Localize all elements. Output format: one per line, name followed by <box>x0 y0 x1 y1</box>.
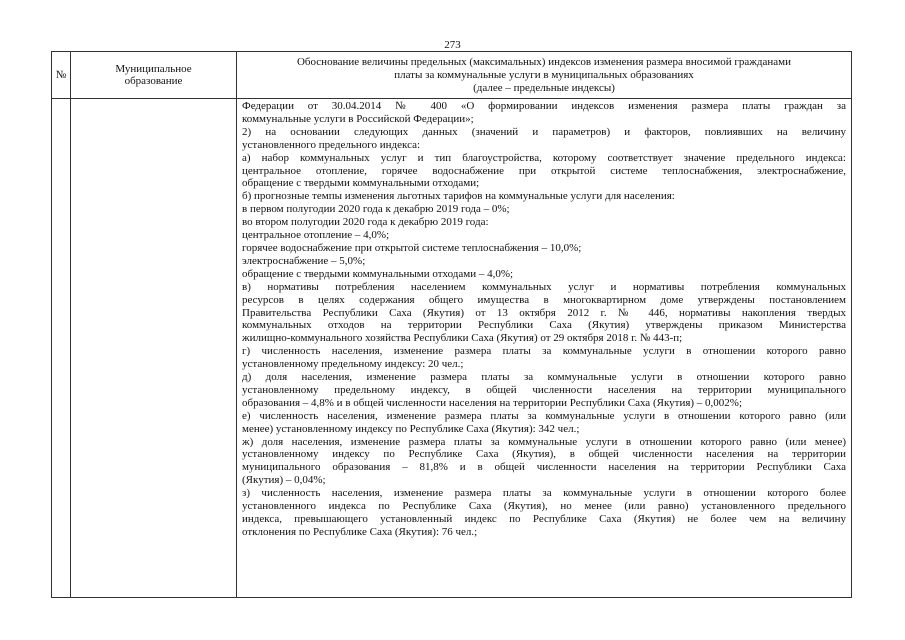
justification-text-line: установленному индексу по Республике Саха (Якутия), в общей численности населения на территории <box>242 448 846 461</box>
justification-text-line: установленному предельному индексу: 20 чел.; <box>242 358 464 371</box>
justification-text-line: коммунальных отходов на территории Республики Саха (Якутия) утверждены приказом Министерства <box>242 319 846 332</box>
justification-text-line: в) нормативы потребления населением коммунальных услуг и нормативы потребления коммунальных <box>242 280 846 293</box>
justification-text-line: электроснабжение – 5,0%; <box>242 254 366 267</box>
justification-table <box>51 51 852 598</box>
justification-text-line: з) численность населения, изменение размера платы за коммунальные услуги в отношении которого более <box>242 487 846 500</box>
justification-text-line: Федерации от 30.04.2014 № 400 «О формировании индексов изменения размера платы граждан за <box>242 100 846 112</box>
row-municipality-cell <box>71 99 237 598</box>
justification-text-line: во втором полугодии 2020 года к декабрю 2019 года: <box>242 216 489 229</box>
justification-text-line: б) прогнозные темпы изменения льготных тарифов на коммунальные услуги для населения: <box>242 190 675 203</box>
justification-text-line: е) численность населения, изменение размера платы за коммунальные услуги в отношении которого равно (или <box>242 409 846 422</box>
justification-text-line: жилищно-коммунального хозяйства Республики Саха (Якутия) от 29 октября 2018 г. № 443-п; <box>242 332 683 345</box>
justification-text-line: образования – 4,8% и в общей численности населения на территории Республики Саха (Якутия) – 0,002%; <box>242 396 743 409</box>
justification-text-line: муниципального образования – 81,8% и в общей численности населения на территории Республики Саха <box>242 461 846 474</box>
justification-text-line: в первом полугодии 2020 года к декабрю 2019 года – 0%; <box>242 203 510 216</box>
justification-text-line: обращение с твердыми коммунальными отходами; <box>242 177 480 190</box>
row-number-cell <box>52 99 71 598</box>
justification-text-line: обращение с твердыми коммунальными отходами – 4,0%; <box>242 267 514 280</box>
table-row <box>52 99 852 598</box>
justification-text-line: установленного индекса по Республике Саха (Якутия), но менее (или равно) установленного предельного <box>242 500 846 513</box>
justification-text-line: установленному предельному индексу, в общей численности населения на территории муниципального <box>242 383 846 396</box>
justification-text-line: ж) доля населения, изменение размера платы за коммунальные услуги в отношении которого равно (или менее) <box>242 435 846 448</box>
row-justification-cell <box>237 99 852 598</box>
justification-text-line: менее) установленному индексу по Республике Саха (Якутия): 342 чел.; <box>242 422 580 435</box>
justification-text-line: горячее водоснабжение при открытой системе теплоснабжения – 10,0%; <box>242 241 582 254</box>
justification-text-line: коммунальные услуги в Российской Федерации»; <box>242 112 474 125</box>
justification-text-line: центральное отопление, горячее водоснабжение при открытой системе теплоснабжения, электроснабжение, <box>242 164 846 177</box>
justification-text-line: установленного предельного индекса: <box>242 138 421 151</box>
header-justification-line: Обоснование величины предельных (максимальных) индексов изменения размера вносимой гражданами <box>296 56 791 69</box>
header-municipality-line: Муниципальное <box>115 62 192 75</box>
page-number: 273 <box>444 39 461 51</box>
justification-text-line: индекса, превышающего установленный индекс по Республике Саха (Якутия) не более чем на величину <box>242 513 846 525</box>
header-municipality <box>71 52 237 99</box>
justification-text-line: Правительства Республики Саха (Якутия) от 13 октября 2012 г. № 446, нормативы накопления твердых <box>242 306 846 319</box>
table-header-row <box>52 52 852 99</box>
justification-text-line: г) численность населения, изменение размера платы за коммунальные услуги в отношении которого равно <box>242 345 846 358</box>
header-justification <box>237 52 852 99</box>
header-municipality-line: образование <box>124 75 183 87</box>
justification-text-line: 2) на основании следующих данных (значений и параметров) и факторов, повлиявших на величину <box>242 125 846 138</box>
justification-text-line: отклонения по Республике Саха (Якутия): 76 чел.; <box>242 525 478 538</box>
header-number: № <box>52 52 71 99</box>
justification-text-line: д) доля населения, изменение размера платы за коммунальные услуги в отношении которого равно <box>242 371 846 384</box>
justification-text-line: (Якутия) – 0,04%; <box>242 474 326 487</box>
justification-text-line: а) набор коммунальных услуг и тип благоустройства, которому соответствует значение предельного индекса: <box>242 151 846 164</box>
justification-text-line: центральное отопление – 4,0%; <box>242 229 390 242</box>
header-justification-line: (далее – предельные индексы) <box>473 81 615 94</box>
justification-text-line: ресурсов в целях содержания общего имущества в многоквартирном доме утверждены постановлением <box>242 293 846 306</box>
header-justification-line: платы за коммунальные услуги в муниципальных образованиях <box>394 69 694 82</box>
